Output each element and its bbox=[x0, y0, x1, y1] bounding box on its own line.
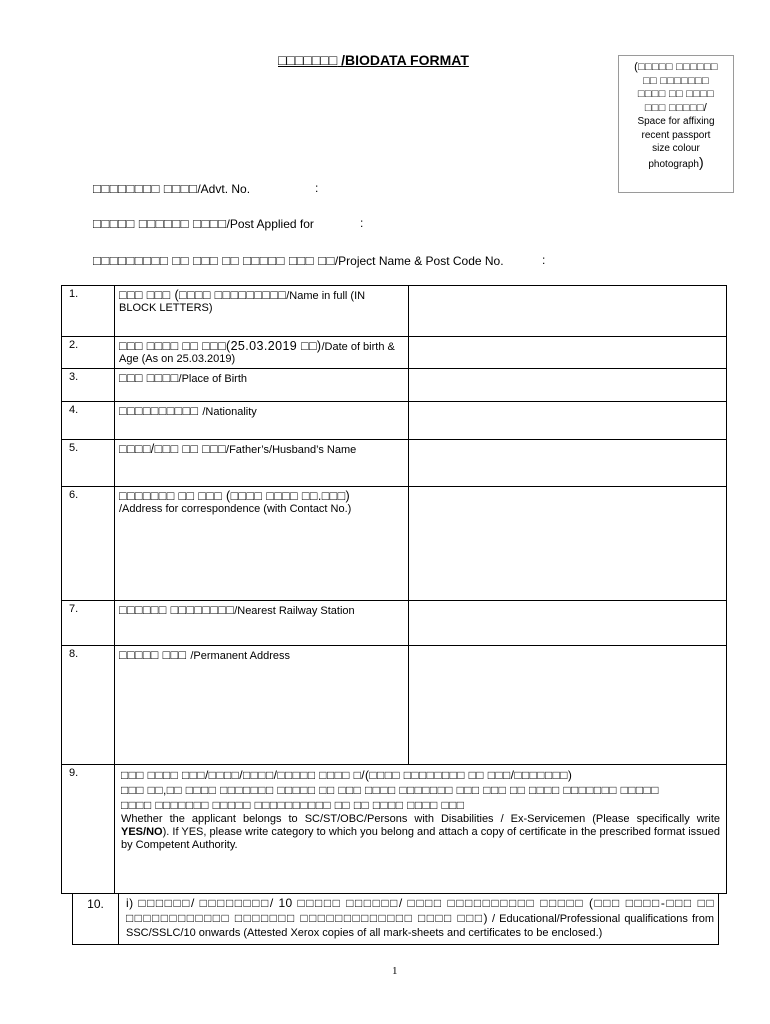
page-number: 1 bbox=[392, 965, 398, 977]
table-row bbox=[62, 765, 727, 894]
table-row bbox=[62, 337, 727, 369]
photo-box-line-4: □□□ □□□□□/ bbox=[644, 101, 708, 114]
row-number: 3. bbox=[62, 369, 115, 402]
category-english: Whether the applicant belongs to SC/ST/OBC/Persons with Disabilities / Ex-Servicemen (Please specifically write YES/NO). If YES, please write category to which you belong and attach a copy of certificate in the prescribed format issued by Competent Authority. bbox=[121, 813, 720, 851]
title-english: /BIODATA FORMAT bbox=[337, 52, 469, 68]
advt-no-hindi: □□□□□□□□ □□□□ bbox=[93, 181, 198, 196]
row-number: 1. bbox=[62, 286, 115, 337]
photo-placeholder-box bbox=[618, 55, 734, 193]
photo-box-line-3: □□□□ □□ □□□□ bbox=[637, 88, 715, 100]
photo-box-line-8: photograph bbox=[648, 158, 699, 170]
row-number: 5. bbox=[62, 440, 115, 487]
nationality-value-cell[interactable] bbox=[409, 402, 727, 440]
row-label: □□□□□ □□□ /Permanent Address bbox=[115, 646, 409, 765]
place-of-birth-value-cell[interactable] bbox=[409, 369, 727, 402]
row-number: 6. bbox=[62, 487, 115, 601]
row-number: 10. bbox=[73, 894, 119, 944]
row-number: 7. bbox=[62, 601, 115, 646]
photo-box-line-1: (□□□□□ □□□□□□ bbox=[634, 61, 718, 73]
row-label: □□□□□□ □□□□□□□□/Nearest Railway Station bbox=[115, 601, 409, 646]
railway-station-value-cell[interactable] bbox=[409, 601, 727, 646]
row-number: 4. bbox=[62, 402, 115, 440]
table-row bbox=[62, 286, 727, 337]
row-label: □□□□□□□□□□ /Nationality bbox=[115, 402, 409, 440]
table-row bbox=[62, 440, 727, 487]
table-row bbox=[62, 646, 727, 765]
dob-value-cell[interactable] bbox=[409, 337, 727, 369]
post-applied-colon: : bbox=[360, 216, 364, 230]
category-question bbox=[115, 765, 727, 894]
page-title bbox=[278, 52, 469, 68]
project-name-field bbox=[93, 253, 546, 268]
photo-box-line-2: □□ □□□□□□□ bbox=[643, 74, 709, 87]
father-husband-name-value-cell[interactable] bbox=[409, 440, 727, 487]
table-row bbox=[62, 402, 727, 440]
row-label: □□□ □□□□/Place of Birth bbox=[115, 369, 409, 402]
row-number: 8. bbox=[62, 646, 115, 765]
row-number: 2. bbox=[62, 337, 115, 369]
correspondence-address-value-cell[interactable] bbox=[409, 487, 727, 601]
row-label: □□□ □□□ (□□□□ □□□□□□□□□/Name in full (IN BLOCK LETTERS) bbox=[115, 286, 409, 337]
advt-no-label: /Advt. No. bbox=[197, 182, 251, 196]
category-hindi-line-1: □□□ □□□□ □□□/□□□□/□□□□/□□□□□ □□□□ □/(□□□□ □□□□□□□□ □□ □□□/□□□□□□□) bbox=[121, 768, 573, 782]
photo-box-line-7: size colour bbox=[652, 143, 700, 154]
biodata-table bbox=[61, 285, 727, 894]
row-number: 9. bbox=[62, 765, 115, 894]
project-name-hindi: □□□□□□□□□ □□ □□□ □□ □□□□□ □□□ □□ bbox=[93, 253, 335, 268]
table-row bbox=[62, 487, 727, 601]
category-hindi-line-2: □□□ □□,□□ □□□□ □□□□□□□ □□□□□ □□ □□□ □□□□ □□□□□□□ □□□ □□□ □□ □□□□ □□□□□□□ □□□□□ bbox=[121, 783, 659, 797]
project-name-label: /Project Name & Post Code No. bbox=[334, 254, 504, 268]
project-name-colon: : bbox=[542, 253, 546, 267]
qualifications-section bbox=[72, 893, 719, 945]
table-row bbox=[62, 369, 727, 402]
photo-box-paren: ) bbox=[698, 153, 704, 170]
title-hindi: □□□□□□□ bbox=[278, 52, 338, 68]
photo-box-line-5: Space for affixing bbox=[637, 116, 715, 127]
post-applied-label: /Post Applied for bbox=[226, 217, 314, 231]
name-value-cell[interactable] bbox=[409, 286, 727, 337]
post-applied-hindi: □□□□□ □□□□□□ □□□□ bbox=[93, 216, 227, 231]
row-label: □□□ □□□□ □□ □□□(25.03.2019 □□)/Date of birth & Age (As on 25.03.2019) bbox=[115, 337, 409, 369]
advt-no-field bbox=[93, 181, 319, 196]
row-label: □□□□□□□ □□ □□□ (□□□□ □□□□ □□.□□□) /Address for correspondence (with Contact No.) bbox=[115, 487, 409, 601]
qualifications-heading: i) □□□□□□/ □□□□□□□□/ 10 □□□□□ □□□□□□/ □□□□ □□□□□□□□□□ □□□□□ (□□□ □□□□-□□□ □□ □□□□□□□□□□□□ □□□□□□□ □□□□□□□□□□□□□ □□□□ □□□) / Educational/Professional qualifications from SSC/SSLC/10 onwards (Attested Xerox copies of all mark-sheets and certificates to be enclosed.) bbox=[126, 896, 714, 939]
table-row bbox=[62, 601, 727, 646]
advt-no-colon: : bbox=[315, 181, 319, 195]
post-applied-field bbox=[93, 216, 364, 231]
photo-box-line-6: recent passport bbox=[641, 129, 711, 141]
permanent-address-value-cell[interactable] bbox=[409, 646, 727, 765]
row-label: □□□□/□□□ □□ □□□/Father’s/Husband’s Name bbox=[115, 440, 409, 487]
category-hindi-line-3: □□□□ □□□□□□□ □□□□□ □□□□□□□□□□ □□ □□ □□□□ □□□□ □□□ bbox=[121, 798, 465, 812]
